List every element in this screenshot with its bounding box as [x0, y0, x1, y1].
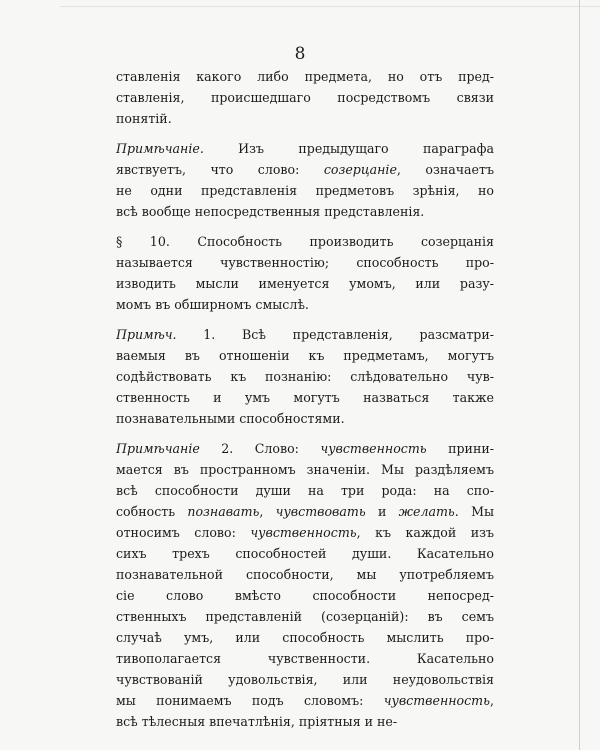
text-run: изводить мысли именуется умомъ, или разу- — [116, 276, 494, 291]
text-run: 2. Слово: — [199, 441, 321, 456]
scan-edge-top — [60, 6, 600, 7]
text-line — [116, 387, 494, 408]
italic-run: желать — [398, 504, 455, 519]
text-run: 1. Всѣ представленія, разсматри- — [176, 327, 494, 342]
text-run: чувствованій удовольствія, или неудовольствія — [116, 672, 494, 687]
text-run: понятій. — [116, 111, 172, 126]
text-line — [116, 543, 494, 564]
text-line — [116, 459, 494, 480]
text-line — [116, 627, 494, 648]
text-line — [116, 66, 494, 87]
text-line — [116, 408, 494, 429]
text-line — [116, 501, 494, 522]
paragraph — [116, 66, 494, 129]
text-line — [116, 180, 494, 201]
text-line — [116, 345, 494, 366]
text-line — [116, 324, 494, 345]
text-run: ставленія, происшедшаго посредствомъ связи — [116, 90, 494, 105]
text-line — [116, 252, 494, 273]
text-run: всѣ способности души на три рода: на спо- — [116, 483, 494, 498]
paragraph — [116, 231, 494, 315]
text-run: и — [365, 504, 399, 519]
text-run: тивополагается чувственности. Касательно — [116, 651, 494, 666]
text-run: ственность и умъ могутъ назваться также — [116, 390, 494, 405]
scan-edge-right — [579, 0, 580, 750]
italic-run: познавать — [187, 504, 260, 519]
text-line — [116, 201, 494, 222]
text-run: , — [259, 504, 276, 519]
paragraph — [116, 324, 494, 429]
paragraph — [116, 438, 494, 732]
text-run: собность — [116, 504, 188, 519]
text-line — [116, 690, 494, 711]
text-run: момъ въ обширномъ смыслѣ. — [116, 297, 309, 312]
text-run: явствуетъ, что слово: — [116, 162, 324, 177]
italic-run: чувственность — [320, 441, 427, 456]
text-line — [116, 480, 494, 501]
text-line — [116, 438, 494, 459]
text-run: . Мы — [454, 504, 494, 519]
text-line — [116, 564, 494, 585]
text-line — [116, 606, 494, 627]
text-run: ственныхъ представленій (созерцаній): въ семъ — [116, 609, 494, 624]
text-line — [116, 138, 494, 159]
text-run: содѣйствовать къ познанію: слѣдовательно чув- — [116, 369, 494, 384]
text-line — [116, 294, 494, 315]
text-line — [116, 648, 494, 669]
italic-run: Примѣч. — [116, 327, 177, 342]
text-run: относимъ слово: — [116, 525, 251, 540]
text-line — [116, 87, 494, 108]
text-run: мы понимаемъ подъ словомъ: — [116, 693, 384, 708]
italic-run: Примѣчаніе — [116, 441, 200, 456]
italic-run: чувственность — [383, 693, 490, 708]
text-line — [116, 273, 494, 294]
page-number: 8 — [294, 44, 306, 64]
text-run: сихъ трехъ способностей души. Касательно — [116, 546, 494, 561]
text-run: мается въ пространномъ значеніи. Мы раздѣляемъ — [116, 462, 494, 477]
italic-run: чувственность — [250, 525, 357, 540]
text-run: , означаетъ — [396, 162, 494, 177]
text-line — [116, 669, 494, 690]
text-line — [116, 231, 494, 252]
text-line — [116, 585, 494, 606]
text-run: прини- — [426, 441, 494, 456]
text-run: Изъ предыдущаго параграфа — [203, 141, 494, 156]
text-run: познавательными способностями. — [116, 411, 345, 426]
text-run: ваемыя въ отношеніи къ предметамъ, могутъ — [116, 348, 494, 363]
text-run: , — [489, 693, 494, 708]
paragraph — [116, 138, 494, 222]
text-run: сіе слово вмѣсто способности непосред- — [116, 588, 494, 603]
italic-run: чувствовать — [275, 504, 366, 519]
text-run: всѣ вообще непосредственныя представленія. — [116, 204, 425, 219]
text-run: § 10. Способность производить созерцанія — [116, 234, 494, 249]
body-text — [116, 66, 494, 741]
text-line — [116, 159, 494, 180]
text-line — [116, 522, 494, 543]
italic-run: созерцаніе — [323, 162, 397, 177]
text-run: случаѣ умъ, или способность мыслить про- — [116, 630, 494, 645]
text-line — [116, 366, 494, 387]
text-run: всѣ тѣлесныя впечатлѣнія, пріятныя и не- — [116, 714, 398, 729]
text-line — [116, 711, 494, 732]
text-run: познавательной способности, мы употребляемъ — [116, 567, 494, 582]
text-run: называется чувственностію; способность про- — [116, 255, 494, 270]
text-line — [116, 108, 494, 129]
text-run: , къ каждой изъ — [356, 525, 494, 540]
text-run: ставленія какого либо предмета, но отъ пред- — [116, 69, 494, 84]
italic-run: Примѣчаніе. — [116, 141, 204, 156]
text-run: не одни представленія предметовъ зрѣнія, но — [116, 183, 494, 198]
